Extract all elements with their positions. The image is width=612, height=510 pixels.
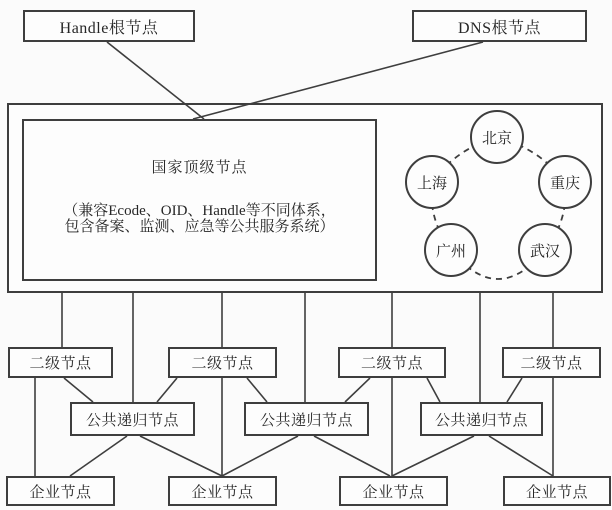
enterprise-node-1 (6, 476, 115, 506)
city-node-guangzhou (424, 223, 478, 277)
edge-handle-root-to-national (107, 42, 204, 119)
enterprise-node-3 (339, 476, 448, 506)
national-top-node-content (63, 156, 335, 235)
public-recursive-node-3 (420, 402, 543, 436)
edge-second3-to-recursive2 (345, 378, 370, 402)
node-label: 公共递归节点 (434, 412, 528, 429)
national-top-node-desc-line2: 包含备案、监测、应急等公共服务系统） (64, 218, 335, 235)
node-label: 二级节点 (29, 356, 92, 372)
national-top-node (22, 119, 377, 281)
handle-root-label: Handle根节点 (59, 19, 159, 37)
national-top-node-title: 国家顶级节点 (151, 159, 248, 176)
node-label: 企业节点 (191, 484, 254, 501)
node-label: 企业节点 (29, 484, 92, 501)
edge-recursive1-to-enterprise1 (70, 436, 127, 476)
handle-root-node (23, 10, 195, 42)
edge-second4-to-recursive3 (507, 378, 522, 402)
edge-second1-to-recursive1 (64, 378, 93, 402)
node-label: 公共递归节点 (259, 412, 353, 429)
enterprise-node-2 (168, 476, 277, 506)
node-label: 企业节点 (362, 484, 425, 501)
edge-second3-to-recursive3 (427, 378, 440, 402)
root-links (107, 42, 483, 119)
city-label: 武汉 (529, 243, 560, 260)
city-label: 北京 (481, 130, 512, 147)
city-node-shanghai (405, 155, 459, 209)
city-label: 广州 (435, 243, 466, 260)
city-label: 重庆 (549, 175, 580, 192)
city-label: 上海 (416, 175, 447, 192)
dns-root-label: DNS根节点 (457, 19, 541, 37)
city-node-beijing (470, 110, 524, 164)
node-label: 公共递归节点 (85, 412, 179, 429)
edge-second2-to-recursive2 (247, 378, 267, 402)
enterprise-node-4 (503, 476, 611, 506)
national-trunk-links (62, 292, 553, 402)
edge-recursive2-to-enterprise3 (314, 436, 390, 476)
national-top-node-description (63, 203, 335, 235)
second-level-node-4 (502, 347, 601, 378)
node-label: 企业节点 (525, 484, 588, 501)
city-node-wuhan (518, 223, 572, 277)
edge-recursive3-to-enterprise4 (489, 436, 553, 476)
public-recursive-node-1 (70, 402, 195, 436)
edge-dns-root-to-national (193, 42, 483, 119)
recursive-links (70, 436, 553, 476)
node-label: 二级节点 (191, 356, 254, 372)
edge-recursive3-to-enterprise3 (392, 436, 474, 476)
node-label: 二级节点 (360, 356, 423, 372)
edge-recursive2-to-enterprise2 (222, 436, 298, 476)
second-level-node-1 (8, 347, 113, 378)
public-recursive-node-2 (244, 402, 369, 436)
city-node-chongqing (538, 155, 592, 209)
node-label: 二级节点 (520, 356, 583, 372)
dns-root-node (412, 10, 587, 42)
second-level-node-3 (338, 347, 446, 378)
edge-second2-to-recursive1 (157, 378, 177, 402)
edge-recursive1-to-enterprise2 (140, 436, 222, 476)
second-level-node-2 (168, 347, 277, 378)
national-top-node-desc-line1: （兼容Ecode、OID、Handle等不同体系， (63, 202, 336, 219)
